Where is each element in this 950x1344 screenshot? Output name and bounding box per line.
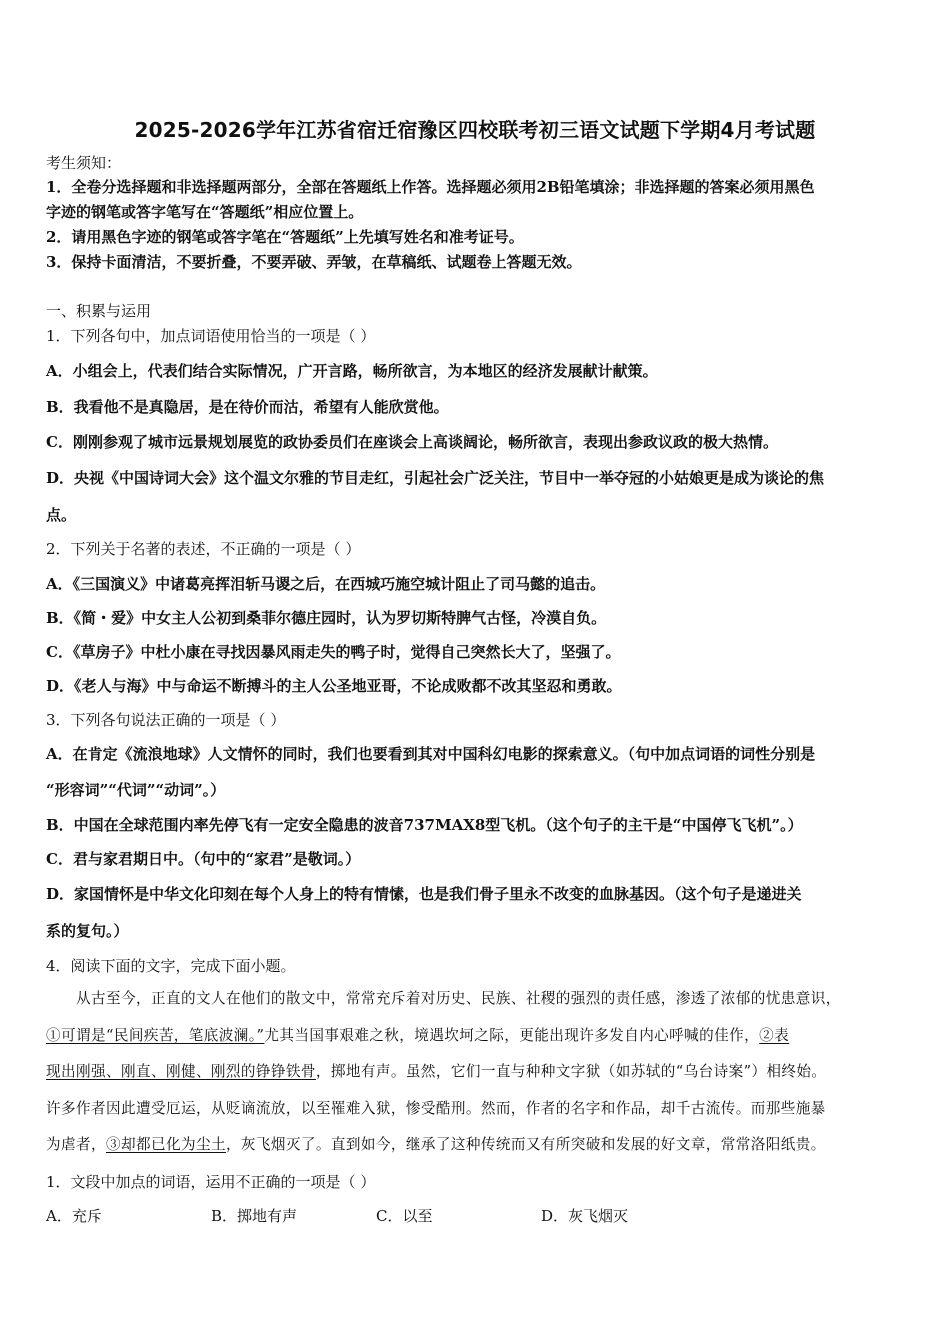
- subquestion-1-option-c: C．以至: [376, 1207, 433, 1225]
- question-3-option-c: C．君与家君期日中。（句中的“家君”是敬词。）: [46, 850, 361, 868]
- question-1-option-d-cont: 点。: [46, 506, 77, 524]
- passage-line: [46, 1135, 826, 1155]
- question-2-option-d: D．《老人与海》中与命运不断搏斗的主人公圣地亚哥，不论成败都不改其坚忍和勇敢。: [46, 677, 622, 695]
- underlined-phrase-1: ①可谓是“民间疾苦，笔底波澜。”: [46, 1027, 265, 1044]
- notice-item: 3．保持卡面清洁，不要折叠，不要弄破、弄皱，在草稿纸、试题卷上答题无效。: [46, 253, 582, 271]
- question-3-option-d: D．家国情怀是中华文化印刻在每个人身上的特有情愫，也是我们骨子里永不改变的血脉基因。（这个句子是递进关: [46, 885, 802, 903]
- question-3-option-b: B．中国在全球范围内率先停飞有一定安全隐患的波音737MAX8型飞机。（这个句子的主干是“中国停飞飞机”。）: [46, 816, 803, 834]
- passage-text: ，灰飞烟灭了。直到如今，继承了这种传统而又有所突破和发展的好文章，常常洛阳纸贵。: [225, 1136, 826, 1153]
- question-1-option-b: B．我看他不是真隐居，是在待价而沽，希望有人能欣赏他。: [46, 398, 449, 416]
- subquestion-1-option-b: B．掷地有声: [211, 1207, 298, 1225]
- question-2-option-c: C．《草房子》中杜小康在寻找因暴风雨走失的鸭子时，觉得自己突然长大了，坚强了。: [46, 643, 621, 661]
- passage-text: ，掷地有声。虽然，它们一直与种种文字狱（如苏轼的“乌台诗案”）相终始。: [315, 1063, 827, 1080]
- underlined-phrase-2-cont: 现出刚强、刚直、刚健、刚烈的铮铮铁骨: [46, 1063, 316, 1080]
- subquestion-1-stem: 1．文段中加点的词语，运用不正确的一项是（ ）: [46, 1173, 376, 1191]
- section-heading: 一、积累与运用: [46, 302, 152, 320]
- question-1-option-c: C．刚刚参观了城市远景规划展览的政协委员们在座谈会上高谈阔论，畅所欲言，表现出参政议政的极大热情。: [46, 433, 778, 451]
- question-3-option-a-cont: “形容词”“代词”“动词”。）: [46, 781, 226, 799]
- underlined-phrase-2: ②表: [759, 1027, 790, 1044]
- underlined-phrase-3: ③却都已化为尘土: [105, 1136, 226, 1153]
- question-1-stem: 1．下列各句中，加点词语使用恰当的一项是（ ）: [46, 327, 376, 345]
- passage-line: 许多作者因此遭受厄运，从贬谪流放，以至罹难入狱，惨受酷刑。然而，作者的名字和作品，却千古流传。而那些施暴: [46, 1100, 826, 1117]
- passage-line: 从古至今，正直的文人在他们的散文中，常常充斥着对历史、民族、社稷的强烈的责任感，渗透了浓郁的忧患意识，: [76, 990, 841, 1007]
- question-2-option-b: B．《简・爱》中女主人公初到桑菲尔德庄园时，认为罗切斯特脾气古怪，冷漠自负。: [46, 609, 607, 627]
- passage-text: 为虐者，: [46, 1136, 106, 1153]
- question-3-option-d-cont: 系的复句。）: [46, 922, 129, 940]
- subquestion-1-option-d: D．灰飞烟灭: [541, 1207, 629, 1225]
- question-3-stem: 3．下列各句说法正确的一项是（ ）: [46, 711, 286, 729]
- question-3-option-a: A．在肯定《流浪地球》人文情怀的同时，我们也要看到其对中国科幻电影的探索意义。（句中加点词语的词性分别是: [46, 745, 816, 763]
- subquestion-1-option-a: A．充斥: [46, 1207, 102, 1225]
- notice-item: 字迹的钢笔或答字笔写在“答题纸”相应位置上。: [46, 203, 364, 221]
- exam-title: 2025-2026学年江苏省宿迁宿豫区四校联考初三语文试题下学期4月考试题: [134, 118, 816, 142]
- question-2-option-a: A．《三国演义》中诸葛亮挥泪斩马谡之后，在西城巧施空城计阻止了司马懿的追击。: [46, 575, 606, 593]
- question-4-stem: 4．阅读下面的文字，完成下面小题。: [46, 957, 296, 975]
- notice-item: 1．全卷分选择题和非选择题两部分，全部在答题纸上作答。选择题必须用2B铅笔填涂；非选择题的答案必须用黑色: [46, 178, 815, 196]
- notice-heading: 考生须知：: [46, 154, 122, 172]
- question-1-option-a: A．小组会上，代表们结合实际情况，广开言路，畅所欲言，为本地区的经济发展献计献策。: [46, 362, 658, 380]
- passage-text: 尤其当国事艰难之秋，境遇坎坷之际，更能出现许多发自内心呼喊的佳作，: [264, 1027, 760, 1044]
- notice-item: 2．请用黑色字迹的钢笔或答字笔在“答题纸”上先填写姓名和准考证号。: [46, 228, 524, 246]
- passage-line: [46, 1026, 789, 1046]
- question-2-stem: 2．下列关于名著的表述，不正确的一项是（ ）: [46, 540, 361, 558]
- question-1-option-d: D．央视《中国诗词大会》这个温文尔雅的节目走红，引起社会广泛关注，节目中一举夺冠的小姑娘更是成为谈论的焦: [46, 469, 825, 487]
- passage-line: [46, 1062, 826, 1082]
